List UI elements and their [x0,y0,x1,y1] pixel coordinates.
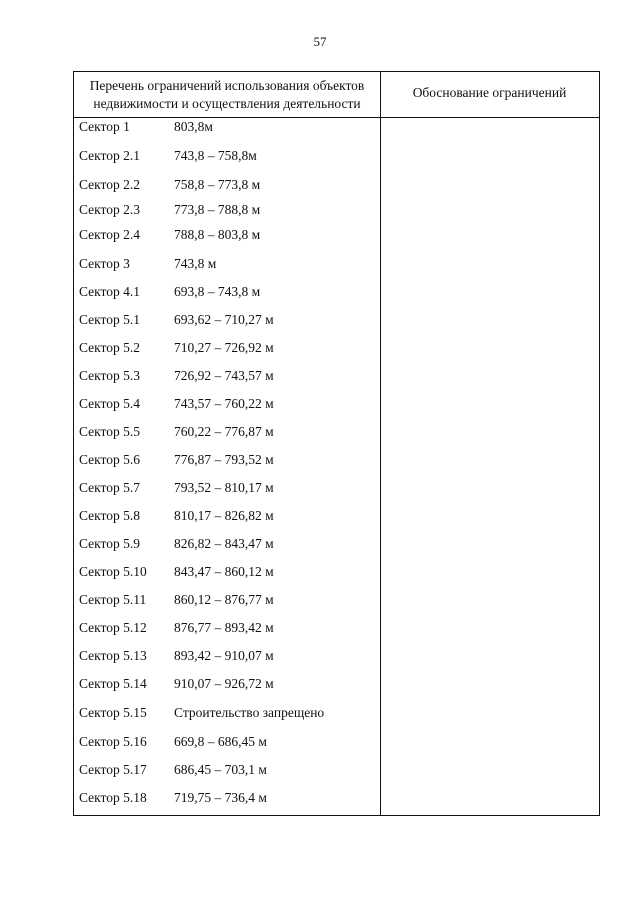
header-line-1: Перечень ограничений использования объектов [89,78,365,93]
restrictions-table [73,71,600,816]
sector-name: Сектор 5.6 [79,452,141,467]
sector-range: 910,07 – 926,72 м [174,676,274,691]
page-number: 57 [313,34,327,49]
sector-range: 793,52 – 810,17 м [174,480,274,495]
sector-range: 743,8 – 758,8м [174,148,257,163]
sector-range: 826,82 – 843,47 м [174,536,274,551]
sector-range: 893,42 – 910,07 м [174,648,274,663]
sector-name: Сектор 1 [79,119,130,134]
sector-name: Сектор 2.1 [79,148,141,163]
header-restrictions-list [74,77,380,113]
sector-name: Сектор 2.2 [79,177,141,192]
sector-range: 843,47 – 860,12 м [174,564,274,579]
sector-name: Сектор 5.13 [79,648,147,663]
sector-name: Сектор 5.12 [79,620,147,635]
sector-range: 743,8 м [174,256,217,271]
sector-name: Сектор 5.16 [79,734,147,749]
sector-name: Сектор 5.14 [79,676,147,691]
sector-range: 810,17 – 826,82 м [174,508,274,523]
sector-range: Строительство запрещено [174,705,325,720]
sector-name: Сектор 5.7 [79,480,141,495]
sector-range: 776,87 – 793,52 м [174,452,274,467]
sector-name: Сектор 5.1 [79,312,141,327]
sector-range: 710,27 – 726,92 м [174,340,274,355]
sector-range: 758,8 – 773,8 м [174,177,261,192]
sector-name: Сектор 5.4 [79,396,141,411]
sector-range: 773,8 – 788,8 м [174,202,261,217]
sector-range: 693,62 – 710,27 м [174,312,274,327]
sector-name: Сектор 4.1 [79,284,141,299]
sector-name: Сектор 5.17 [79,762,147,777]
sector-name: Сектор 5.3 [79,368,141,383]
sector-range: 803,8м [174,119,213,134]
sector-name: Сектор 3 [79,256,130,271]
sector-range: 693,8 – 743,8 м [174,284,261,299]
sector-name: Сектор 2.3 [79,202,141,217]
sector-range: 686,45 – 703,1 м [174,762,267,777]
sector-name: Сектор 5.5 [79,424,141,439]
sector-range: 743,57 – 760,22 м [174,396,274,411]
sector-range: 726,92 – 743,57 м [174,368,274,383]
sector-range: 860,12 – 876,77 м [174,592,274,607]
sector-name: Сектор 5.8 [79,508,141,523]
sector-range: 876,77 – 893,42 м [174,620,274,635]
sector-name: Сектор 5.10 [79,564,147,579]
sector-name: Сектор 5.18 [79,790,147,805]
table-header [74,72,599,118]
sector-range: 760,22 – 776,87 м [174,424,274,439]
sector-range: 669,8 – 686,45 м [174,734,267,749]
header-line-2: недвижимости и осуществления деятельности [93,96,361,111]
column-divider [380,72,381,815]
sector-name: Сектор 5.2 [79,340,141,355]
sector-name: Сектор 5.9 [79,536,141,551]
header-justification: Обоснование ограничений [412,85,567,100]
sector-name: Сектор 5.11 [79,592,147,607]
sector-range: 788,8 – 803,8 м [174,227,261,242]
sector-range: 719,75 – 736,4 м [174,790,267,805]
sector-name: Сектор 5.15 [79,705,147,720]
sector-name: Сектор 2.4 [79,227,141,242]
